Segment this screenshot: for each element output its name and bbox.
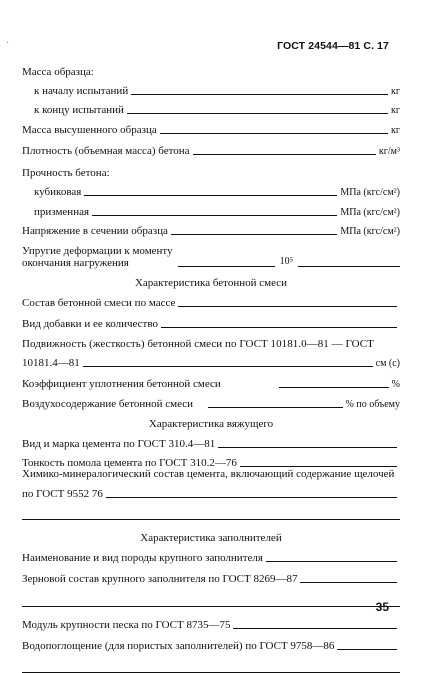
unit-kg: кг: [391, 86, 400, 97]
dried-mass-row: [22, 124, 400, 136]
elastic-label: [22, 245, 173, 269]
cement-type-label: Вид и марка цемента по ГОСТ 310.4—81: [22, 438, 216, 450]
additive-field[interactable]: [161, 326, 397, 328]
modulus-row: [22, 619, 400, 631]
unit-mpa: МПа (кгс/см²): [340, 187, 400, 198]
workability-field[interactable]: [83, 365, 373, 367]
additive-row: [22, 318, 400, 330]
elastic-label-line2: окончания нагружения: [22, 257, 129, 269]
unit-kg: кг: [391, 125, 400, 136]
elastic-power: 10⁵: [279, 256, 294, 267]
stress-field[interactable]: [171, 233, 337, 235]
unit-mpa: МПа (кгс/см²): [340, 226, 400, 237]
mass-end-label: к концу испытаний: [34, 104, 124, 116]
air-row: [22, 398, 400, 410]
aggregates-section-title: Характеристика заполнителей: [140, 532, 282, 544]
chem-row: [22, 469, 400, 480]
scan-mark: ·: [6, 38, 10, 49]
unit-percent-volume: % по объему: [345, 399, 400, 410]
form-content: [22, 60, 400, 673]
compaction-field[interactable]: [279, 386, 389, 388]
prism-strength-row: [22, 206, 400, 218]
chem-gost-label: по ГОСТ 9552 76: [22, 488, 103, 500]
strength-title-row: [22, 167, 400, 179]
grain-label: Зерновой состав крупного заполнителя по ГОСТ 8269—87: [22, 573, 298, 585]
additive-label: Вид добавки и ее количество: [22, 318, 158, 330]
mass-title-row: [22, 66, 400, 78]
chem-field[interactable]: [106, 496, 397, 498]
mass-title: Масса образца:: [22, 66, 94, 78]
composition-row: [22, 297, 400, 309]
unit-mpa: МПа (кгс/см²): [340, 207, 400, 218]
fineness-label: Тонкость помола цемента по ГОСТ 310.2—76: [22, 457, 237, 469]
density-field[interactable]: [193, 153, 376, 155]
mass-start-label: к началу испытаний: [34, 85, 129, 97]
dried-mass-field[interactable]: [160, 132, 388, 134]
mass-end-field[interactable]: [127, 112, 388, 114]
fineness-field[interactable]: [240, 465, 397, 467]
prism-strength-label: призменная: [34, 206, 90, 218]
compaction-label: Коэффициент уплотнения бетонной смеси: [22, 378, 221, 390]
chem-gost-row: [22, 488, 400, 500]
density-label: Плотность (объемная масса) бетона: [22, 145, 190, 157]
grain-row: [22, 573, 400, 585]
air-label: Воздухосодержание бетонной смеси: [22, 398, 194, 410]
absorption-field[interactable]: [337, 648, 397, 650]
grain-extra-line[interactable]: [22, 605, 400, 607]
cube-strength-field[interactable]: [84, 194, 337, 196]
absorption-row: [22, 640, 400, 652]
strength-title: Прочность бетона:: [22, 167, 110, 179]
chem-extra-line[interactable]: [22, 518, 400, 520]
binder-section-title: Характеристика вяжущего: [148, 418, 274, 430]
unit-density: кг/м³: [378, 146, 400, 157]
page-number: 35: [375, 600, 389, 614]
air-field[interactable]: [208, 406, 342, 408]
coarse-type-row: [22, 552, 400, 564]
coarse-type-label: Наименование и вид породы крупного заполнителя: [22, 552, 263, 564]
workability-label-1: Подвижность (жесткость) бетонной смеси по ГОСТ 10181.0—81 — ГОСТ: [22, 338, 374, 350]
workability-row-1: [22, 338, 400, 350]
grain-field[interactable]: [300, 581, 397, 583]
elastic-row: [22, 245, 400, 269]
prism-strength-field[interactable]: [92, 214, 337, 216]
stress-row: [22, 225, 400, 237]
modulus-label: Модуль крупности песка по ГОСТ 8735—75: [22, 619, 231, 631]
density-row: [22, 145, 400, 157]
workability-row-2: [22, 357, 400, 369]
stress-label: Напряжение в сечении образца: [22, 225, 168, 237]
absorption-label: Водопоглощение (для пористых заполнителей) по ГОСТ 9758—86: [22, 640, 335, 652]
cement-type-row: [22, 438, 400, 450]
unit-percent: %: [391, 379, 400, 390]
coarse-type-field[interactable]: [266, 560, 397, 562]
unit-kg: кг: [391, 105, 400, 116]
cement-type-field[interactable]: [218, 446, 397, 448]
dried-mass-label: Масса высушенного образца: [22, 124, 157, 136]
elastic-power-field[interactable]: [298, 265, 400, 267]
elastic-field[interactable]: [178, 265, 275, 267]
mix-section-title: Характеристика бетонной смеси: [134, 277, 288, 289]
composition-label: Состав бетонной смеси по массе: [22, 297, 176, 309]
mass-end-row: [22, 104, 400, 116]
mass-start-field[interactable]: [131, 93, 388, 95]
elastic-label-line1: Упругие деформации к моменту: [22, 245, 173, 257]
workability-label-2: 10181.4—81: [22, 357, 80, 369]
chem-label: Химико-минералогический состав цемента, включающий содержание щелочей: [22, 468, 395, 480]
modulus-field[interactable]: [233, 627, 397, 629]
page-header: ГОСТ 24544—81 С. 17: [277, 40, 389, 52]
cube-strength-row: [22, 186, 400, 198]
unit-cm-s: см (с): [375, 358, 400, 369]
compaction-row: [22, 378, 400, 390]
mass-start-row: [22, 85, 400, 97]
composition-field[interactable]: [178, 305, 397, 307]
cube-strength-label: кубиковая: [34, 186, 82, 198]
